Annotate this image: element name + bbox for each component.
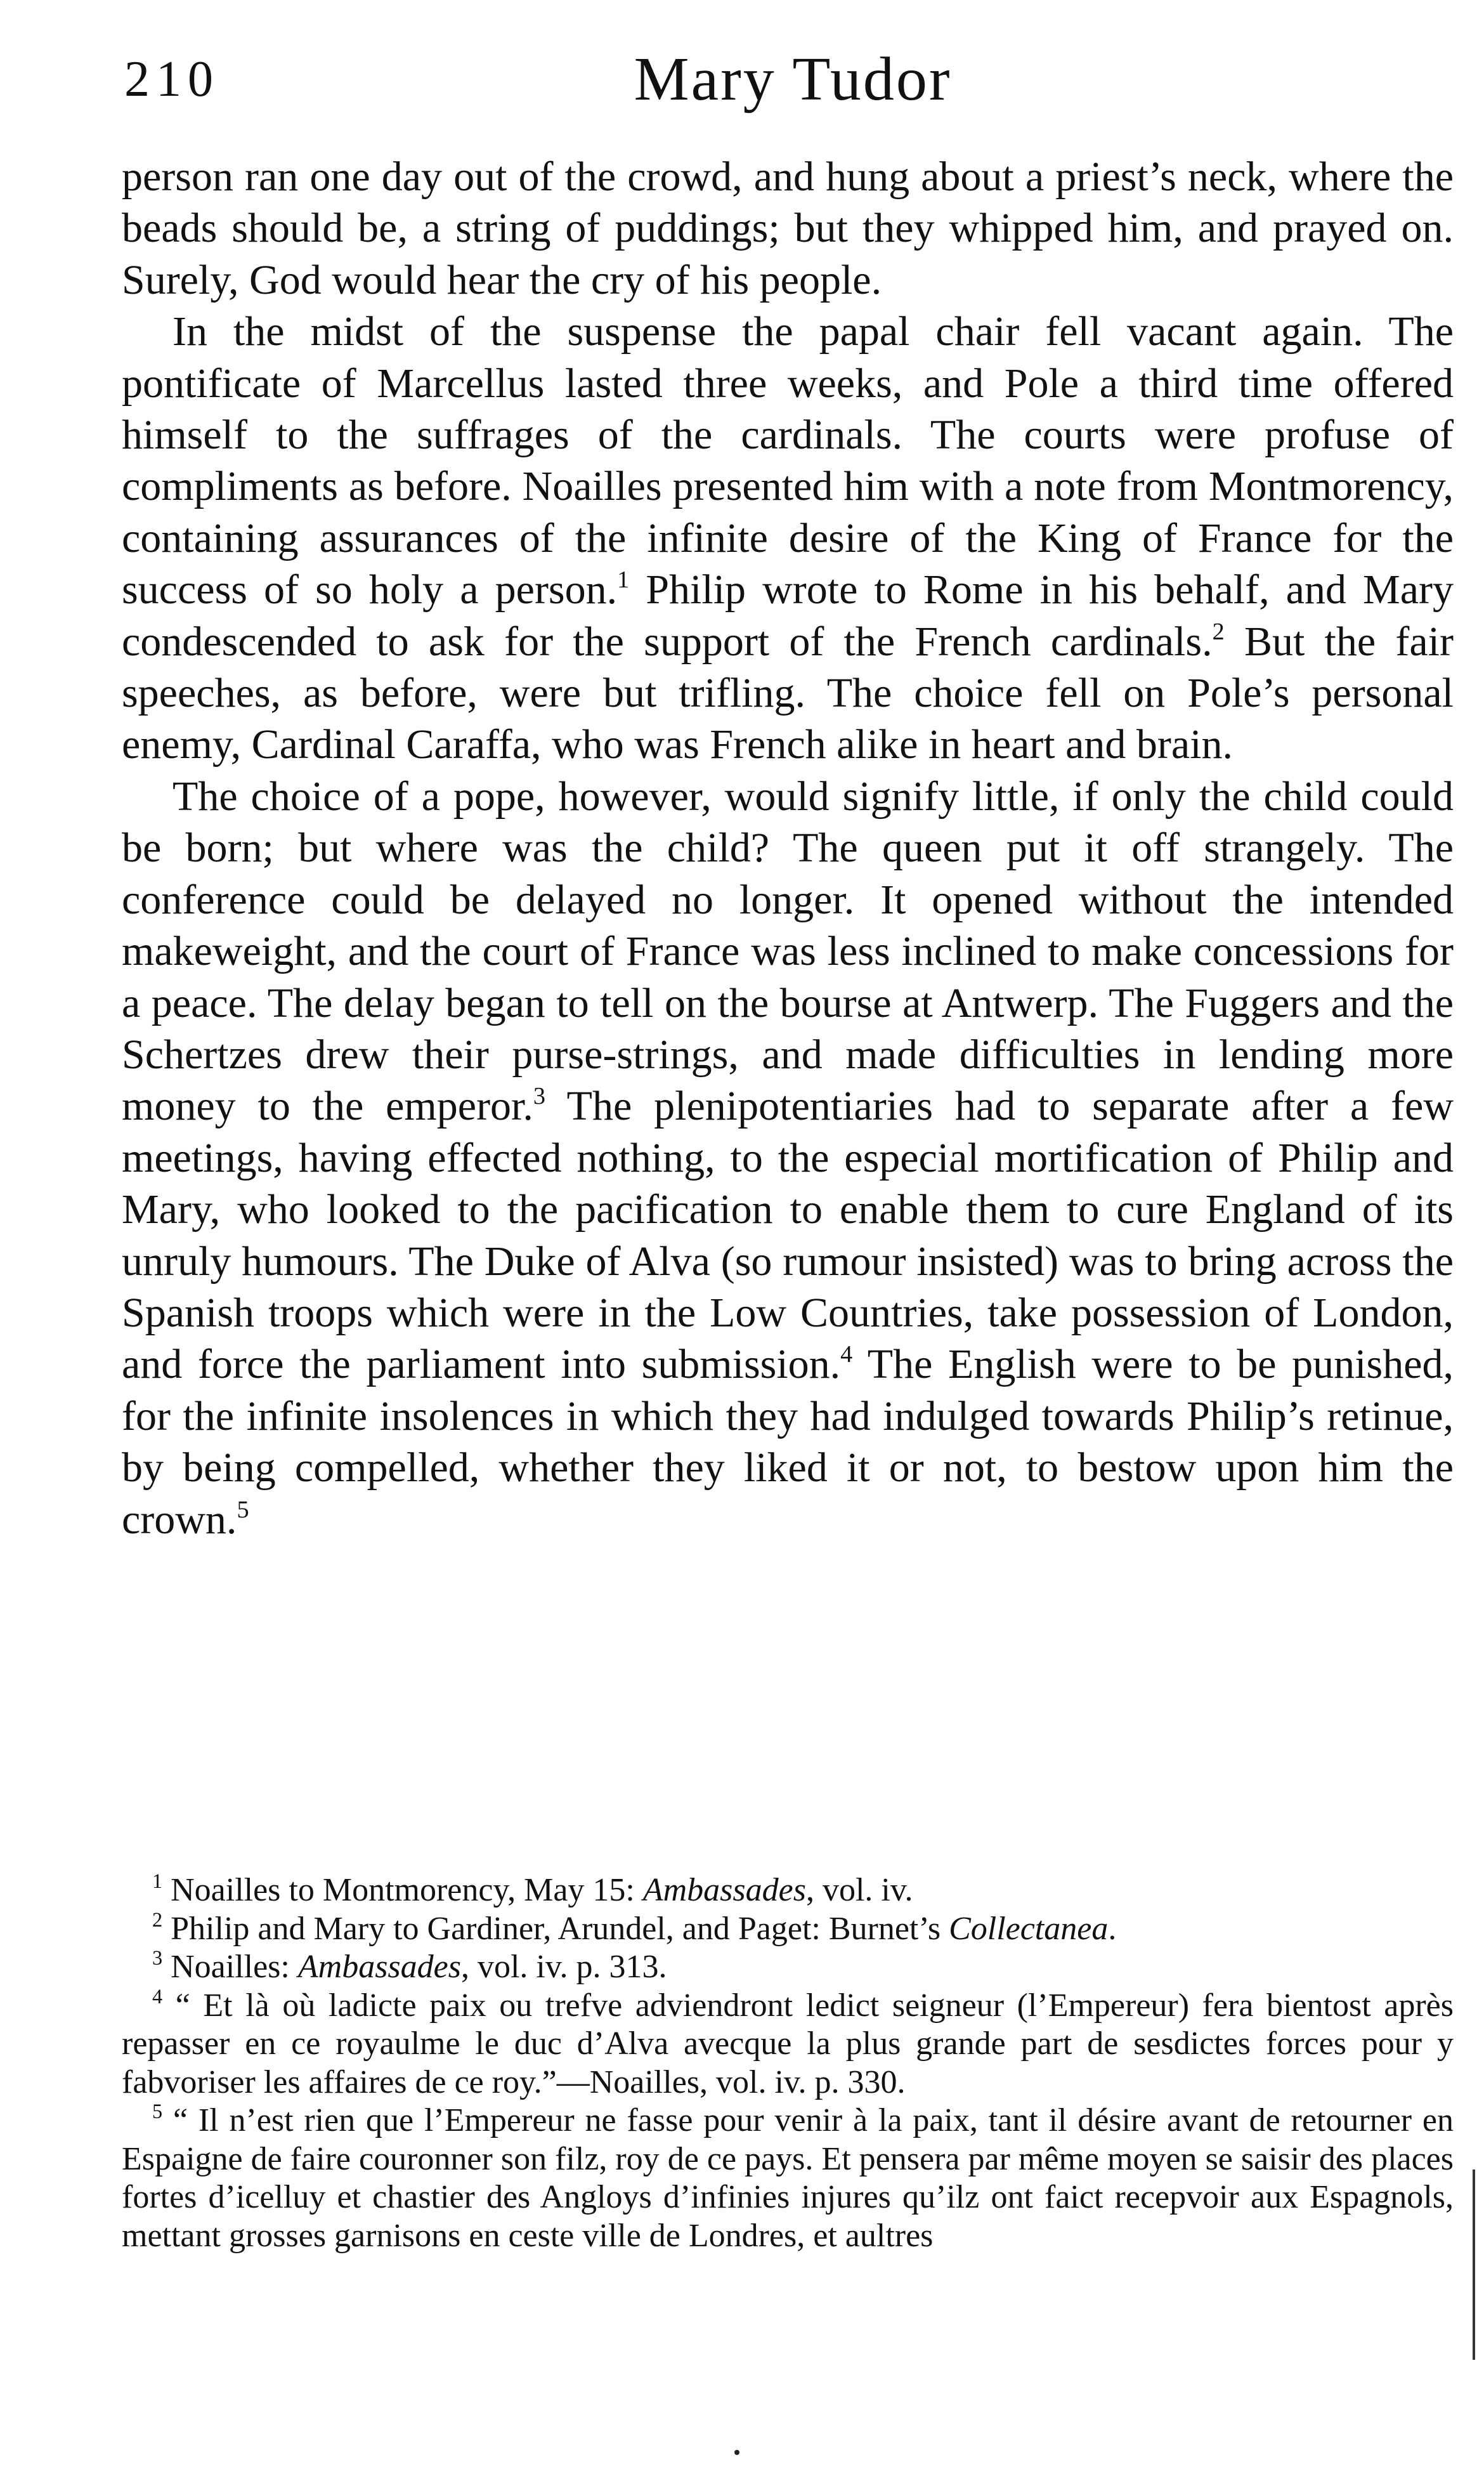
footnote-ref: 4 [840, 1341, 853, 1368]
text-run: , vol. iv. [805, 1872, 913, 1908]
footnote [122, 2102, 1454, 2255]
running-title: Mary Tudor [634, 45, 952, 114]
footnote-ref: 5 [152, 2100, 163, 2123]
text-run: The choice of a pope, however, would signify little, if only the child could be born; but where was the child? The queen put it off strangely. The conference could be delayed no longer. It opened without the intended makeweight, and the court of France was less inclined to make concessions for a peace. The delay began to tell on the bourse at Antwerp. The Fuggers and the Schertzes drew their purse-strings, and made difficulties in lending more money to the emperor. [122, 773, 1454, 1130]
text-run: The plenipotentiaries had to separate after a few meetings, having effected nothing, to the especial mortification of Philip and Mary, who looked to the pacification to enable them to cure England of its unruly humours. The Duke of Alva (so rumour insisted) was to bring across the Spanish troops which were in the Low Countries, take possession of London, and force the parliament into submission. [122, 1083, 1454, 1388]
footnote [122, 1948, 1454, 1987]
footnote-ref: 2 [152, 1908, 163, 1931]
italic-text: Ambassades [642, 1872, 806, 1908]
text-run: “ Et là où ladicte paix ou trefve adviendront ledict seigneur (l’Empereur) fera bientost après repasser en ce royaulme le duc d’Alva avecque la plus grande part de sesdictes forces pour y fabvoriser les affaires de ce roy.”—Noailles, vol. iv. p. 330. [122, 1987, 1454, 2100]
body-paragraph [122, 151, 1454, 306]
text-run: Philip and Mary to Gardiner, Arundel, and Paget: Burnet’s [162, 1910, 949, 1947]
footnote-ref: 3 [152, 1946, 163, 1970]
footnote-ref: 4 [152, 1984, 163, 2008]
text-run: Noailles: [162, 1949, 298, 1985]
text-run: , vol. iv. p. 313. [460, 1949, 667, 1985]
text-run: “ Il n’est rien que l’Empereur ne fasse pour venir à la paix, tant il désire avant de retourner en Espaigne de faire couronner son filz, roy de ce pays. Et pensera par même moyen se saisir des places fortes d’icelluy et chastier des Angloys d’infinies injures qu’ilz ont faict recepvoir aux Espagnols, mettant grosses garnisons en ceste ville de Londres, et aultres [122, 2102, 1454, 2254]
text-run: But the fair speeches, as before, were but trifling. The choice fell on Pole’s personal enemy, Cardinal Caraffa, who was French alike in heart and brain. [122, 618, 1454, 768]
body-text [122, 151, 1454, 1545]
footnote-ref: 1 [617, 566, 630, 594]
text-run: Noailles to Montmorency, May 15: [162, 1872, 643, 1908]
footnote-ref: 5 [237, 1496, 249, 1523]
printer-mark-dot [734, 2450, 739, 2455]
text-run: . [1108, 1910, 1117, 1947]
footnotes [122, 1871, 1454, 2255]
page-header [0, 44, 1484, 114]
footnote-ref: 1 [152, 1869, 163, 1893]
text-run: The English were to be punished, for the infinite insolences in which they had indulged towards Philip’s retinue, by being compelled, whether they liked it or not, to bestow upon him the crown. [122, 1341, 1454, 1543]
footnote [122, 1984, 1454, 2102]
footnote [122, 1871, 1454, 1910]
text-run: person ran one day out of the crowd, and hung about a priest’s neck, where the beads should be, a string of puddings; but they whipped him, and prayed on. Surely, God would hear the cry of his people. [122, 154, 1454, 303]
footnote-ref: 2 [1212, 618, 1225, 645]
italic-text: Collectanea [949, 1910, 1109, 1947]
text-run: Philip wrote to Rome in his behalf, and Mary condescended to ask for the support of the French cardinals. [122, 566, 1454, 665]
body-paragraph [122, 306, 1454, 771]
footnote [122, 1910, 1454, 1949]
italic-text: Ambassades [297, 1949, 461, 1985]
text-run: In the midst of the suspense the papal chair fell vacant again. The pontificate of Marcellus lasted three weeks, and Pole a third time offered himself to the suffrages of the cardinals. The courts were profuse of compliments as before. Noailles presented him with a note from Montmorency, containing assurances of the infinite desire of the King of France for the success of so holy a person. [122, 308, 1454, 613]
body-paragraph [122, 771, 1454, 1545]
page-number: 210 [124, 51, 219, 107]
footnote-ref: 3 [533, 1083, 546, 1110]
margin-rule [1473, 2170, 1475, 2360]
